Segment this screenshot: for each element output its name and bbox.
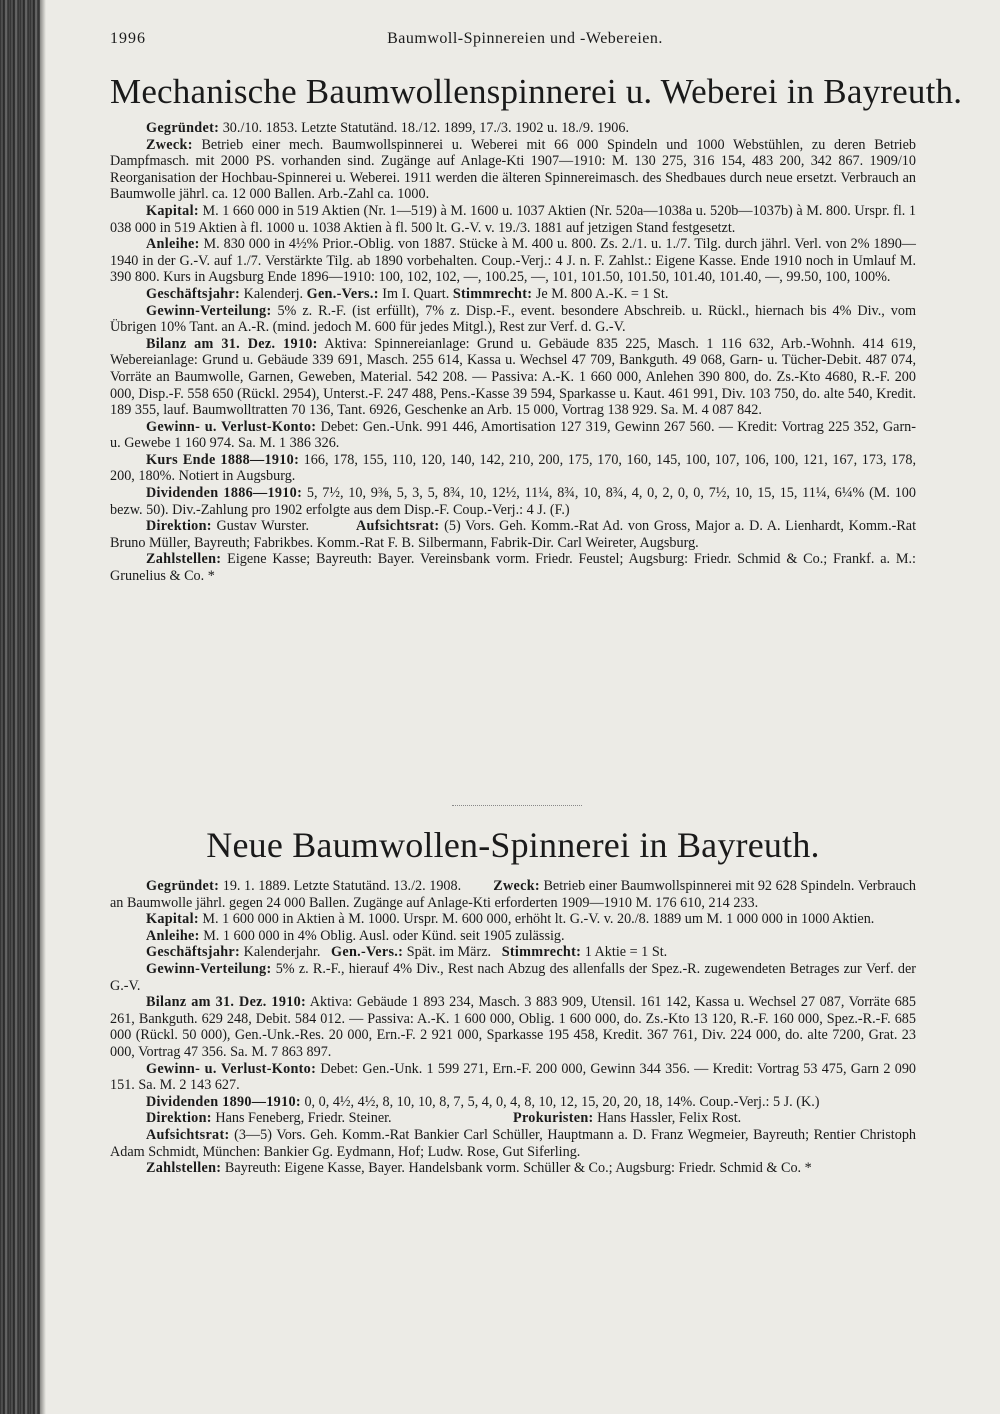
zweck-label: Zweck: (146, 136, 193, 153)
prokuristen-text: Hans Hassler, Felix Rost. (597, 1110, 742, 1127)
kapital-label: Kapital: (146, 911, 199, 928)
direktion-text: Hans Feneberg, Friedr. Steiner. (215, 1110, 392, 1127)
bilanz-label: Bilanz am 31. Dez. 1910: (146, 994, 307, 1011)
direktion-label: Direktion: (146, 518, 212, 535)
stimmrecht-label: Stimmrecht: (501, 944, 582, 961)
entry-title: Mechanische Baumwollenspinnerei u. Weberei in Bayreuth. (110, 72, 963, 111)
direktion-prokuristen-row (110, 1110, 916, 1127)
geschaeftsjahr-text: Kalenderj. (243, 285, 304, 302)
aufsichtsrat-text: (5) Vors. Geh. Komm.-Rat Ad. von Gross, Major a. D. A. Lienhardt, Komm.-Rat Bruno Müller, Bayreuth; Fabrikbes. Komm.-Rat F. B. Silbermann, Fabrik-Dir. Carl Weireter, Augsburg. (110, 518, 917, 551)
gewinn-verteilung-text: 5% z. R.-F. (ist erfüllt), 7% z. Disp.-F., event. besondere Abschreib. u. Rückl., hiernach bis 4% Div., vom Übrigen 10% Tant. an A.-R. (mind. jedoch M. 600 für jedes Mitgl.), Rest zur Verf. d. G.-V. (110, 302, 917, 336)
gegruendet-text: 19. 1. 1889. Letzte Statutänd. 13./2. 1908. (222, 878, 462, 894)
bilanz-paragraph (110, 336, 916, 419)
kurs-text: 166, 178, 155, 110, 120, 140, 142, 210, 200, 175, 170, 160, 145, 100, 107, 106, 100, 121, 167, 173, 178, 200, 180%. Notiert in Augsburg. (110, 451, 916, 485)
gegruendet-text: 30./10. 1853. Letzte Statutänd. 18./12. 1899, 17./3. 1902 u. 18./9. 1906. (222, 120, 629, 136)
zahlstellen-paragraph (110, 1160, 916, 1177)
geschaeftsjahr-label: Geschäftsjahr: (146, 285, 241, 302)
genvers-text: Spät. im März. (406, 944, 492, 961)
zahlstellen-text: Bayreuth: Eigene Kasse, Bayer. Handelsbank vorm. Schüller & Co.; Augsburg: Friedr. Schmid & Co. * (224, 1160, 812, 1177)
page-number: 1996 (110, 30, 146, 47)
stimmrecht-text: Je M. 800 A.-K. = 1 St. (535, 285, 669, 302)
genvers-label: Gen.-Vers.: (331, 944, 404, 961)
zweck-text: Betrieb einer mech. Baumwollspinnerei u. Weberei mit 66 000 Spindeln und 1000 Webstühlen, zu deren Betrieb Dampfmasch. mit 2000 PS. vorhanden sind. Zugänge auf Anlage-Kti 1907—1910: M. 130 275, 316 154, 483 200, 342 867. 1909/10 Reorganisation der Hochbau-Spinnerei u. Weberei. 1911 werden die älteren Spinnereimasch. des Shedbaues durch neue ersetzt. Verbrauch an Baumwolle jährl. ca. 12 000 Ballen. Arb.-Zahl ca. 1000. (110, 136, 916, 203)
gewinn-verteilung-label: Gewinn-Verteilung: (146, 960, 272, 977)
direktion-cell (110, 1110, 513, 1127)
gegruendet-paragraph (110, 120, 916, 137)
zahlstellen-paragraph (110, 551, 916, 584)
running-head (110, 30, 940, 52)
book-binding-edge (0, 0, 40, 1414)
genvers-label: Gen.-Vers.: (306, 285, 379, 302)
bilanz-paragraph (110, 994, 916, 1060)
gewinn-verlust-text: Debet: Gen.-Unk. 1 599 271, Ern.-F. 200 000, Gewinn 344 356. — Kredit: Vortrag 53 475, Garn 2 090 151. Sa. M. 2 143 627. (110, 1060, 917, 1094)
page-edge-shadow (40, 0, 46, 1414)
kurs-label: Kurs Ende 1888—1910: (146, 451, 300, 468)
anleihe-paragraph (110, 236, 916, 286)
anleihe-paragraph (110, 928, 916, 945)
section-divider (452, 805, 582, 806)
kurs-paragraph (110, 452, 916, 485)
gewinn-verteilung-label: Gewinn-Verteilung: (146, 302, 272, 319)
prokuristen-cell (513, 1110, 916, 1127)
company-entry-mechanische-baumwollenspinnerei (110, 72, 963, 585)
entry-title: Neue Baumwollen-Spinnerei in Bayreuth. (206, 825, 820, 865)
stimmrecht-text: 1 Aktie = 1 St. (584, 944, 668, 961)
gewinn-verteilung-text: 5% z. R.-F., hierauf 4% Div., Rest nach Abzug des allenfalls der Spez.-R. zugewendeten Betrages zur Verf. der G.-V. (110, 960, 917, 994)
zweck-text: Betrieb einer Baumwollspinnerei mit 92 628 Spindeln. Verbrauch an Baumwolle jährl. gegen 24 000 Ballen. Zugänge auf Anlage-Kti erforderten 1909—1910 M. 176 610, 214 233. (110, 878, 917, 911)
anleihe-text: M. 830 000 in 4½% Prior.-Oblig. von 1887. Stücke à M. 400 u. 800. Zs. 2./1. u. 1./7. Tilg. durch jährl. Verl. von 2% 1890—1940 in der G.-V. auf 1./7. Verstärkte Tilg. ab 1890 vorbehalten. Coup.-Verj.: 4 J. n. F. Zahlst.: Eigene Kasse. Ende 1910 noch in Umlauf M. 390 800. Kurs in Augsburg Ende 1896—1910: 100, 102, 102, —, 100.25, —, 101, 101.50, 101.50, 101.40, 101.40, —, 99.50, 100, 100%. (110, 236, 916, 286)
kapital-paragraph (110, 911, 916, 928)
dividenden-text: 0, 0, 4½, 4½, 8, 10, 10, 8, 7, 5, 4, 0, 4, 8, 10, 12, 15, 20, 20, 18, 14%. Coup.-Verj.: 5 J. (K.) (304, 1093, 820, 1110)
gewinn-verlust-paragraph (110, 419, 916, 452)
gewinn-verlust-paragraph (110, 1061, 916, 1094)
gewinn-verlust-label: Gewinn- u. Verlust-Konto: (146, 418, 317, 435)
aufsichtsrat-label: Aufsichtsrat: (146, 1126, 230, 1143)
gegruendet-label: Gegründet: (146, 120, 220, 136)
aufsichtsrat-paragraph (110, 1127, 916, 1160)
gewinn-verlust-label: Gewinn- u. Verlust-Konto: (146, 1060, 317, 1077)
gewinn-verteilung-paragraph (110, 961, 916, 994)
geschaeftsjahr-paragraph (110, 944, 916, 961)
gegruendet-label: Gegründet: (146, 878, 220, 894)
bilanz-text: Aktiva: Spinnereianlage: Grund u. Gebäude 835 225, Masch. 1 116 632, Arb.-Wohnh. 414 619, Webereianlage: Grund u. Gebäude 339 691, Masch. 255 614, Kassa u. Wechsel 47 709, Bankguth. 49 068, Garn- u. Tücher-Debit. 487 074, Vorräte an Baumwolle, Garnen, Geweben, Material. 542 208. — Passiva: A.-K. 1 660 000, Anlehen 390 800, do. Zs.-Kto 4680, R.-F. 200 000, Disp.-F. 558 650 (Rückl. 2954), Unterst.-F. 247 488, Pens.-Kasse 39 594, Sparkasse u. Kaut. 461 991, Div. 103 750, do. alte 540, Kredit. 189 355, lauf. Baumwolltratten 70 136, Tant. 6926, Geschenke an Arb. 15 000, Vortrag 138 929. Sa. M. 4 087 842. (110, 335, 916, 419)
anleihe-label: Anleihe: (146, 236, 200, 253)
running-head-title: Baumwoll-Spinnereien und -Webereien. (387, 30, 663, 47)
direktion-aufsichtsrat-paragraph (110, 518, 916, 551)
kapital-label: Kapital: (146, 202, 199, 219)
gegruendet-zweck-paragraph (110, 878, 916, 911)
bilanz-text: Aktiva: Gebäude 1 893 234, Masch. 3 883 909, Utensil. 161 142, Kassa u. Wechsel 27 087, Vorräte 685 261, Bankguth. 629 248, Debit. 584 012. — Passiva: A.-K. 1 600 000, Oblig. 1 600 000, do. Zs.-Kto 13 120, R.-F. 160 000, Spez.-R.-F. 685 000 (Rückl. 50 000), Gen.-Unk.-Res. 20 000, Ern.-F. 2 921 000, Sparkasse 195 458, Kredit. 367 761, Div. 224 000, do. alte 7200, Grat. 23 000, Vortrag 47 356. Sa. M. 7 863 897. (110, 994, 916, 1060)
dividenden-label: Dividenden 1886—1910: (146, 485, 303, 502)
kapital-text: M. 1 660 000 in 519 Aktien (Nr. 1—519) à M. 1600 u. 1037 Aktien (Nr. 520a—1038a u. 520b—1037b) à M. 800. Urspr. fl. 1 038 000 in 519 Aktien à fl. 1000 u. 1038 Aktien à fl. 500 lt. G.-V. v. 19./3. 1881 auf jetzigen Stand festgesetzt. (110, 202, 916, 236)
company-entry-neue-baumwollen-spinnerei (110, 824, 916, 1177)
anleihe-label: Anleihe: (146, 927, 200, 944)
zweck-paragraph (110, 137, 916, 203)
dividenden-paragraph (110, 1094, 916, 1111)
dividenden-label: Dividenden 1890—1910: (146, 1093, 301, 1110)
kapital-paragraph (110, 203, 916, 236)
dividenden-text: 5, 7½, 10, 9⅜, 5, 3, 5, 8¾, 10, 12½, 11¼, 8¾, 10, 8¾, 4, 0, 2, 0, 0, 7½, 10, 15, 15, 11¼, 6¼% (M. 100 bezw. 50). Div.-Zahlung pro 1902 erfolgte aus dem Disp.-F. Coup.-Verj.: 4 J. (F.) (110, 485, 916, 518)
zahlstellen-text: Eigene Kasse; Bayreuth: Bayer. Vereinsbank vorm. Friedr. Feustel; Augsburg: Friedr. Schmid & Co.; Frankf. a. M.: Grunelius & Co. * (110, 551, 917, 585)
direktion-label: Direktion: (146, 1110, 212, 1127)
geschaeftsjahr-paragraph (110, 286, 916, 303)
genvers-text: Im I. Quart. (382, 285, 450, 302)
gewinn-verlust-text: Debet: Gen.-Unk. 991 446, Amortisation 127 319, Gewinn 267 560. — Kredit: Vortrag 225 352, Garn- u. Gewebe 1 160 974. Sa. M. 1 386 326. (110, 418, 916, 452)
zweck-label: Zweck: (493, 878, 540, 894)
zahlstellen-label: Zahlstellen: (146, 551, 222, 568)
kapital-text: M. 1 600 000 in Aktien à M. 1000. Urspr. M. 600 000, erhöht lt. G.-V. v. 20./8. 1889 um M. 1 000 000 in 1000 Aktien. (202, 911, 875, 928)
gewinn-verteilung-paragraph (110, 303, 916, 336)
aufsichtsrat-text: (3—5) Vors. Geh. Komm.-Rat Bankier Carl Schüller, Hauptmann a. D. Franz Wegmeier, Bayreuth; Rentier Christoph Adam Schmidt, München: Bankier Gg. Eydmann, Hof; Ludw. Rose, Gut Siferling. (110, 1126, 917, 1160)
stimmrecht-label: Stimmrecht: (452, 285, 533, 302)
dividenden-paragraph (110, 485, 916, 518)
prokuristen-label: Prokuristen: (513, 1110, 594, 1127)
direktion-text: Gustav Wurster. (216, 518, 310, 535)
anleihe-text: M. 1 600 000 in 4% Oblig. Ausl. oder Künd. seit 1905 zulässig. (203, 927, 565, 944)
zahlstellen-label: Zahlstellen: (146, 1160, 222, 1177)
geschaeftsjahr-label: Geschäftsjahr: (146, 944, 241, 961)
aufsichtsrat-label: Aufsichtsrat: (355, 518, 440, 535)
geschaeftsjahr-text: Kalenderjahr. (243, 944, 321, 961)
bilanz-label: Bilanz am 31. Dez. 1910: (146, 335, 318, 352)
